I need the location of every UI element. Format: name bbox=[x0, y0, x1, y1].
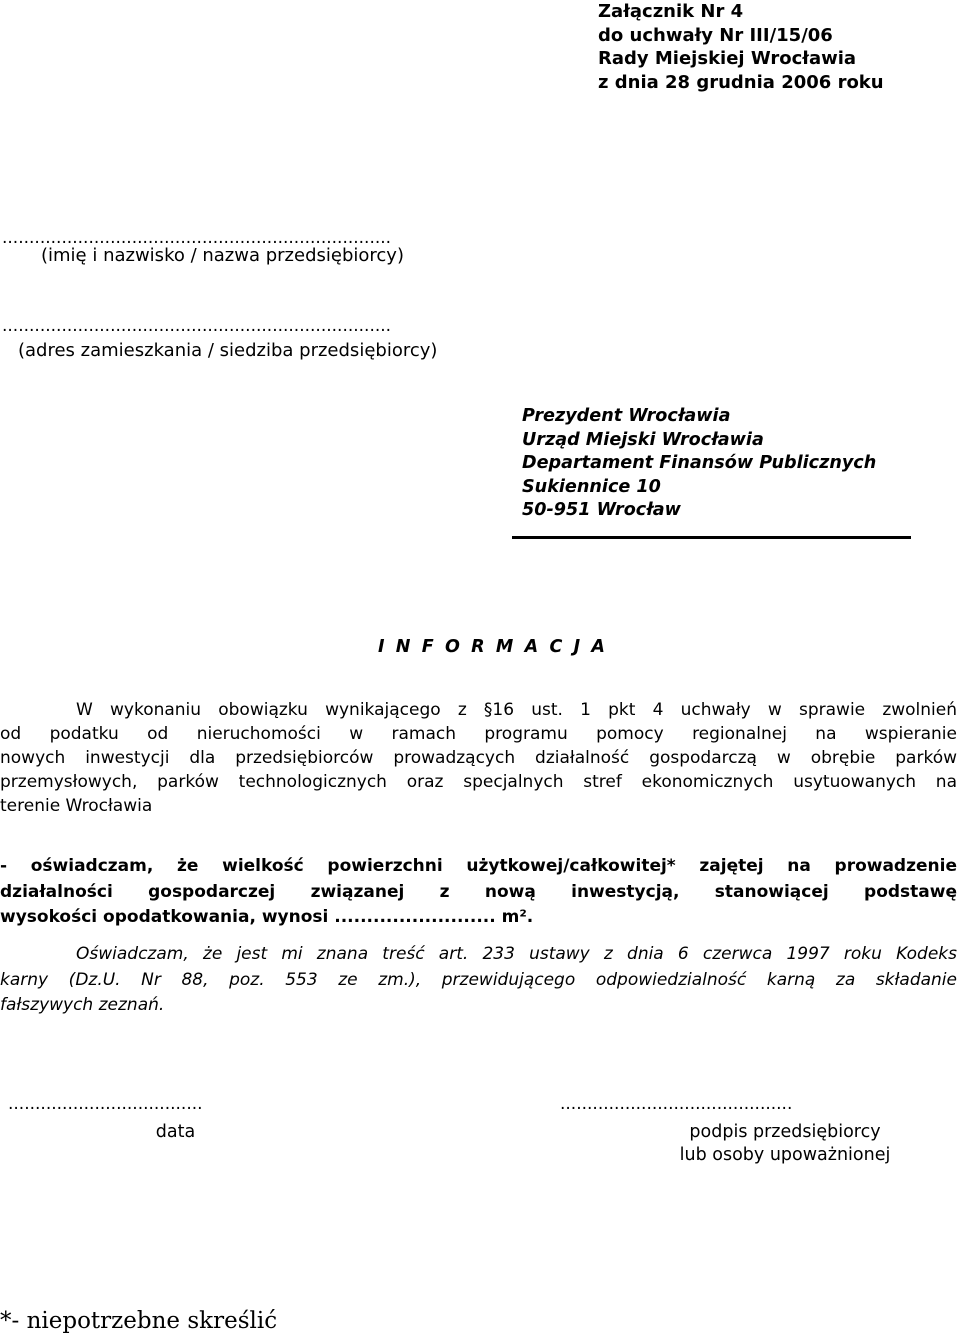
paragraph-line: od podatku od nieruchomości w ramach programu pomocy regionalnej na wspieranie bbox=[0, 724, 957, 744]
addressee-line: 50-951 Wrocław bbox=[522, 500, 681, 520]
resolution-number: do uchwały Nr III/15/06 bbox=[598, 24, 833, 46]
attachment-number: Załącznik Nr 4 bbox=[598, 1, 744, 22]
paragraph-line: W wykonaniu obowiązku wynikającego z §16 ust. 1 pkt 4 uchwały w sprawie zwolnień bbox=[76, 700, 957, 720]
date-label: data bbox=[155, 1122, 196, 1142]
date-fill-line: .................................... bbox=[8, 1094, 203, 1114]
footnote: *- niepotrzebne skreślić bbox=[0, 1308, 278, 1334]
addressee-line: Sukiennice 10 bbox=[522, 476, 661, 497]
addressee-line: Urząd Miejski Wrocławia bbox=[522, 429, 764, 450]
signature-fill-line: ........................................... bbox=[560, 1094, 793, 1114]
addressee-underline bbox=[512, 536, 911, 539]
addressee-line: Prezydent Wrocławia bbox=[522, 406, 731, 426]
name-fill-line: ........................................................................ bbox=[2, 228, 392, 248]
declaration-line: wysokości opodatkowania, wynosi ......................... m². bbox=[0, 907, 534, 927]
paragraph-line: nowych inwestycji dla przedsiębiorców prowadzących działalność gospodarczą w obrębie parków bbox=[0, 748, 957, 768]
address-caption: (adres zamieszkania / siedziba przedsiębiorcy) bbox=[18, 340, 438, 361]
council-name: Rady Miejskiej Wrocławia bbox=[598, 48, 857, 69]
declaration-line: działalności gospodarczej związanej z nową inwestycją, stanowiącej podstawę bbox=[0, 881, 957, 902]
address-fill-line: ........................................................................ bbox=[2, 316, 392, 336]
paragraph-line: przemysłowych, parków technologicznych oraz specjalnych stref ekonomicznych usytuowanych na bbox=[0, 772, 957, 792]
resolution-date: z dnia 28 grudnia 2006 roku bbox=[598, 71, 884, 93]
attachment-header bbox=[598, 0, 884, 94]
statement-line: karny (Dz.U. Nr 88, poz. 553 ze zm.), przewidującego odpowiedzialność karną za składanie bbox=[0, 969, 957, 990]
statement-line: fałszywych zeznań. bbox=[0, 995, 165, 1015]
signature-label-authorized: lub osoby upoważnionej bbox=[679, 1145, 891, 1165]
addressee-block bbox=[522, 405, 876, 523]
signature-label: podpis przedsiębiorcy bbox=[689, 1122, 881, 1142]
name-caption: (imię i nazwisko / nazwa przedsiębiorcy) bbox=[41, 245, 404, 266]
liability-statement bbox=[0, 942, 957, 1019]
addressee-line: Departament Finansów Publicznych bbox=[522, 453, 877, 473]
declaration-line: - oświadczam, że wielkość powierzchni użytkowej/całkowitej* zajętej na prowadzenie bbox=[0, 856, 957, 876]
statement-line: Oświadczam, że jest mi znana treść art. 233 ustawy z dnia 6 czerwca 1997 roku Kodeks bbox=[76, 944, 957, 964]
paragraph-line: terenie Wrocławia bbox=[0, 796, 153, 816]
area-declaration bbox=[0, 854, 957, 931]
legal-basis-paragraph bbox=[0, 698, 957, 818]
document-title: I N F O R M A C J A bbox=[378, 637, 608, 657]
